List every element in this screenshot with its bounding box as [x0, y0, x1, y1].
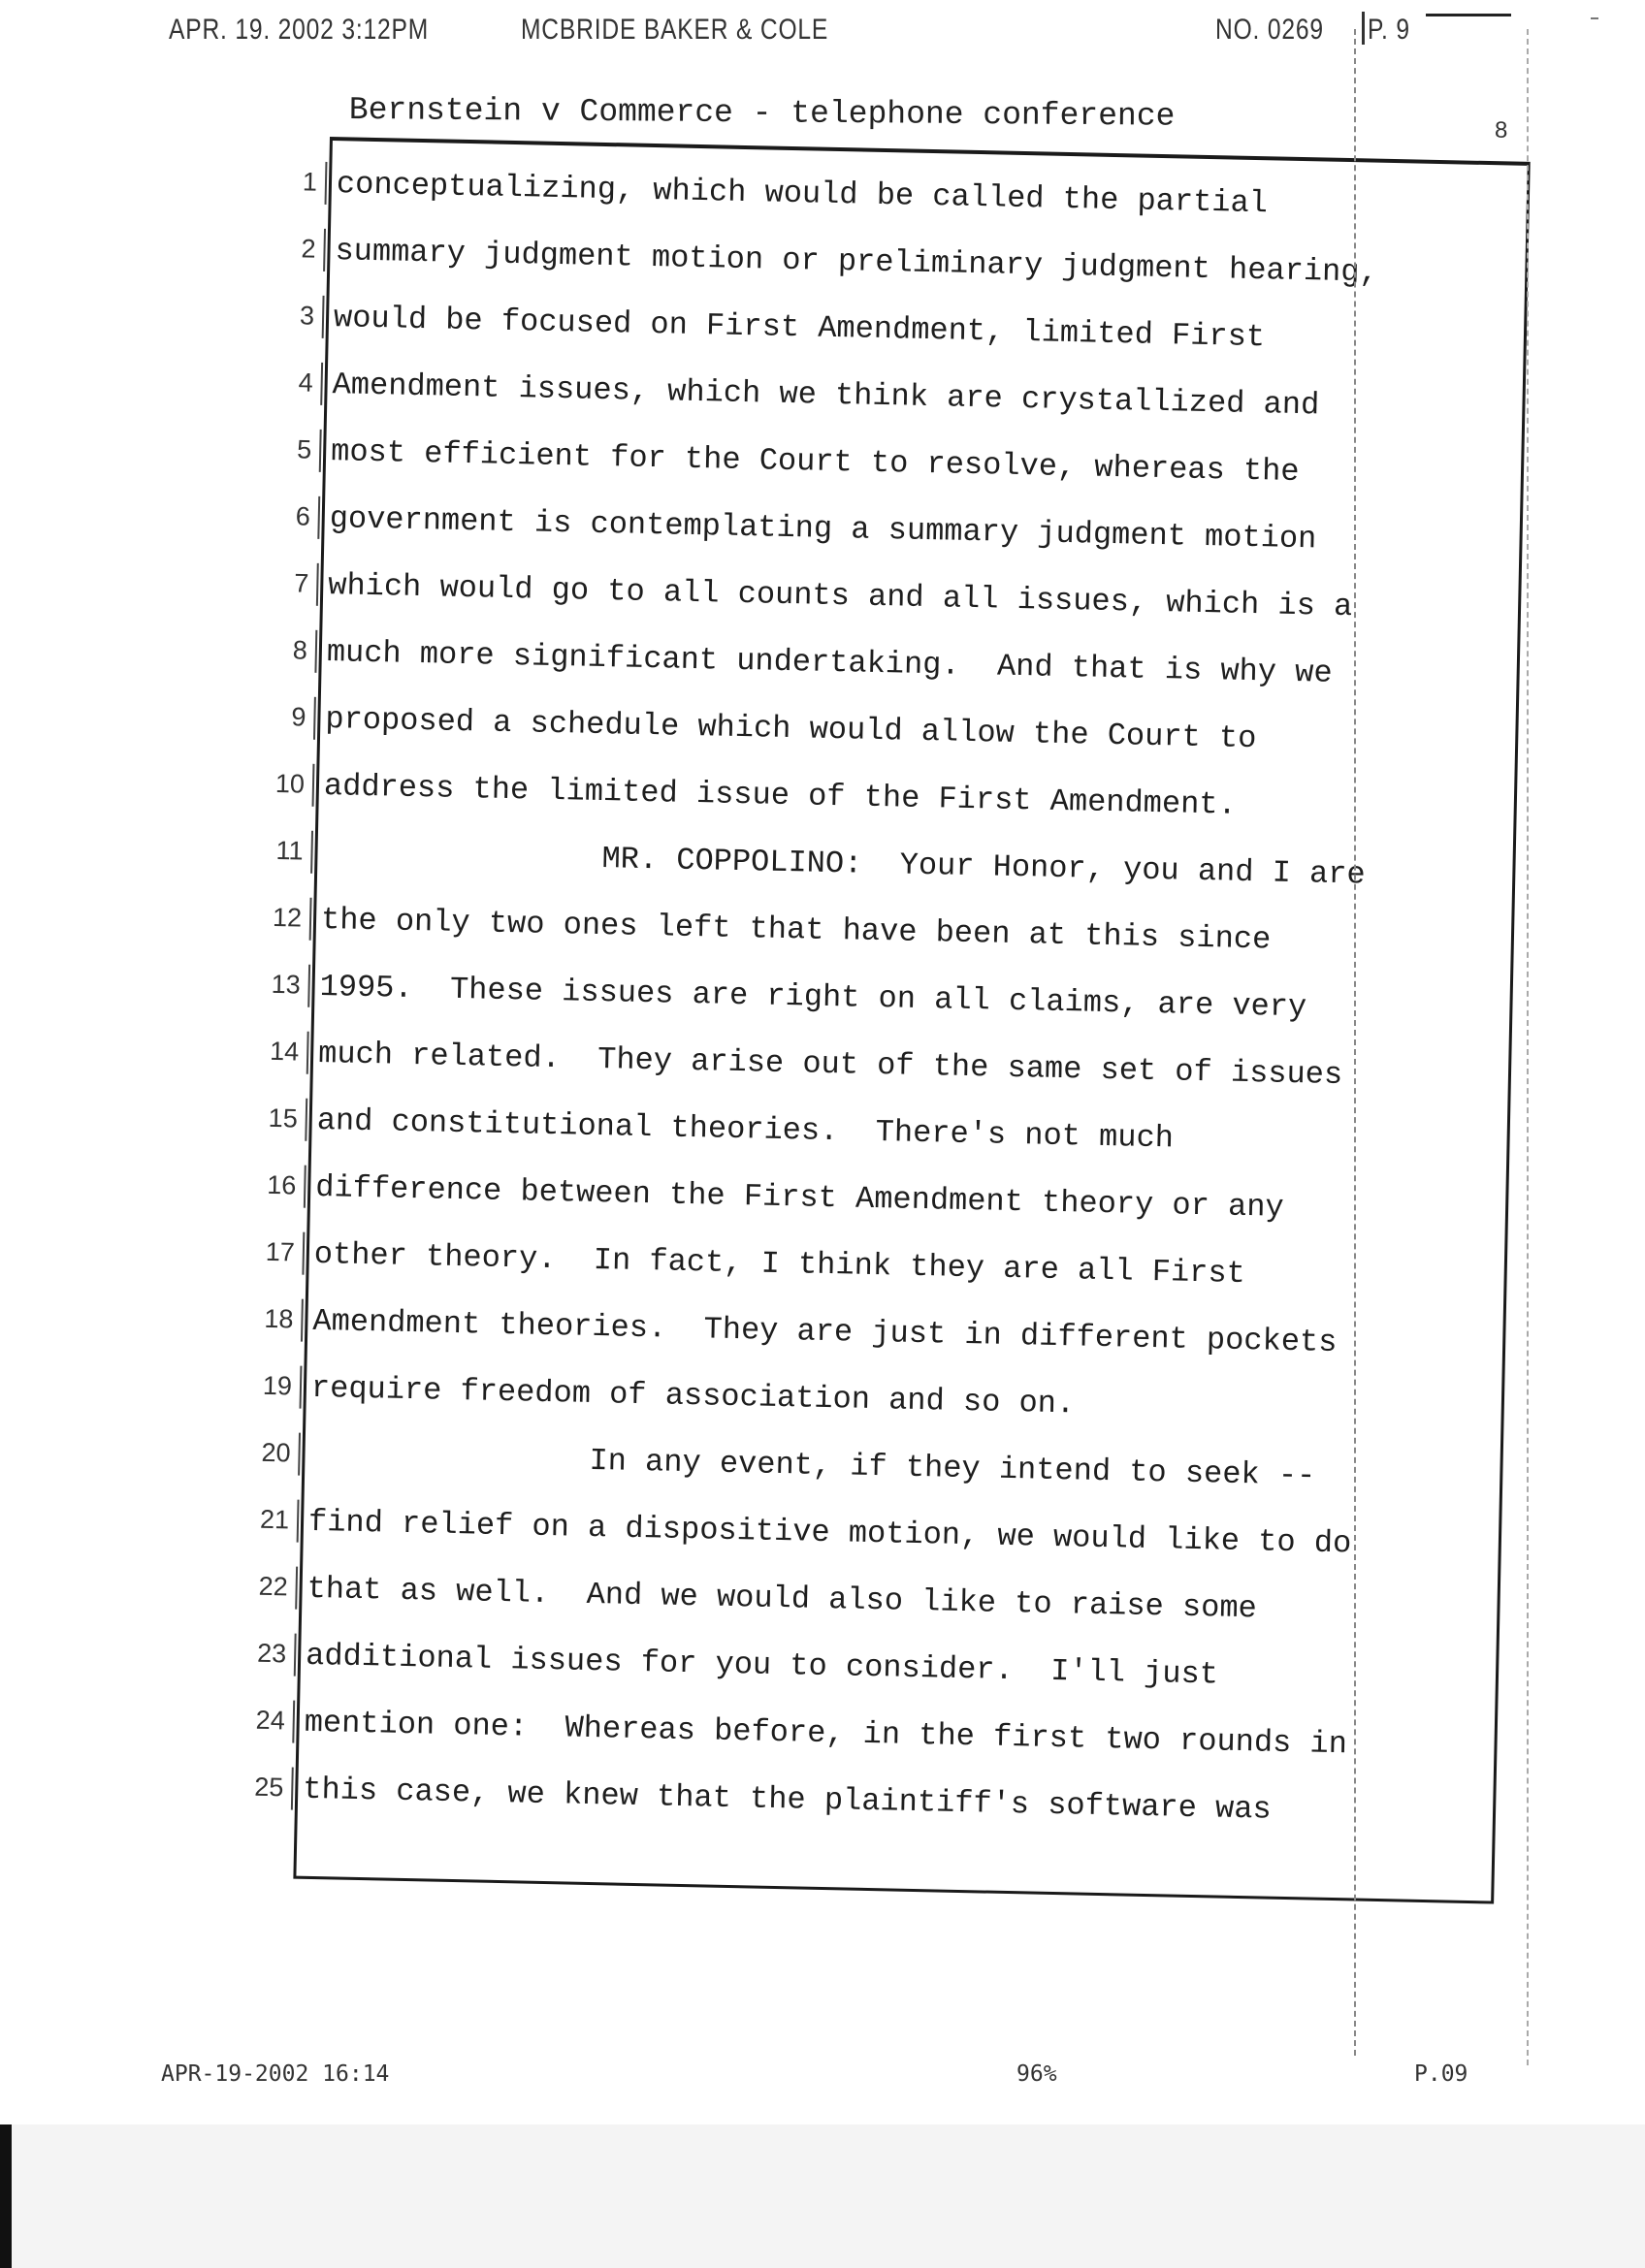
scan-artifact-line: [1354, 29, 1356, 2056]
line-number-rule: [313, 697, 316, 740]
line-number: 13: [271, 969, 301, 1000]
line-number-rule: [305, 1099, 307, 1141]
line-number-rule: [301, 1299, 304, 1342]
line-number-rule: [309, 898, 312, 941]
line-number: 14: [269, 1036, 300, 1067]
line-number-rule: [295, 1567, 298, 1610]
line-number: 9: [291, 702, 306, 732]
line-number: 20: [261, 1437, 291, 1468]
line-number-rule: [298, 1433, 301, 1476]
line-number: 7: [294, 568, 309, 598]
transcript-line: require freedom of association and so on.: [310, 1369, 1076, 1422]
transcript-line: the only two ones left that have been at this since: [320, 901, 1272, 958]
line-number-rule: [291, 1768, 294, 1810]
line-number: 3: [299, 301, 315, 331]
line-number: 11: [275, 836, 304, 866]
transcript-line: much more significant undertaking. And that is why we: [326, 634, 1333, 691]
line-number-rule: [300, 1366, 303, 1409]
line-number-rule: [314, 630, 317, 673]
line-number: 15: [268, 1102, 299, 1134]
line-number: 6: [295, 501, 311, 531]
document-title: Bernstein v Commerce - telephone conference: [348, 92, 1176, 135]
scanner-bottom-edge: [0, 2124, 1645, 2268]
transcript-line: other theory. In fact, I think they are all First: [313, 1235, 1246, 1293]
line-number-rule: [297, 1500, 300, 1543]
transcript-line: Amendment issues, which we think are crystallized and: [332, 367, 1320, 424]
header-rule-vertical: [1362, 12, 1365, 45]
line-number: 4: [298, 367, 313, 398]
fax-footer-page: P.09: [1414, 2061, 1468, 2087]
line-number-rule: [302, 1232, 305, 1275]
line-number-rule: [323, 229, 326, 272]
line-number: 19: [262, 1370, 293, 1401]
line-number: 17: [265, 1236, 296, 1267]
line-number: 5: [296, 434, 312, 464]
scanner-edge-strip: [0, 2124, 12, 2268]
line-number: 23: [256, 1638, 287, 1669]
line-number-rule: [325, 162, 328, 205]
transcript-line: conceptualizing, which would be called the partial: [336, 166, 1269, 222]
scan-speck: [1591, 17, 1598, 19]
transcript-line: difference between the First Amendment theory or any: [314, 1168, 1285, 1226]
transcript-line: Amendment theories. They are just in different pockets: [312, 1302, 1338, 1361]
fax-header-number: NO. 0269: [1215, 14, 1324, 46]
fax-footer-quality: 96%: [1016, 2061, 1057, 2087]
line-number-rule: [294, 1634, 297, 1677]
transcript-line: In any event, if they intend to seek --: [309, 1436, 1316, 1494]
line-number: 25: [253, 1772, 284, 1803]
line-number-rule: [312, 764, 315, 807]
transcript-line: proposed a schedule which would allow the Court to: [325, 701, 1257, 757]
transcript-line: most efficient for the Court to resolve, whereas the: [330, 433, 1300, 491]
header-rule-horizontal: [1426, 14, 1511, 16]
transcript-line: additional issues for you to consider. I'll just: [305, 1637, 1219, 1693]
line-number: 21: [259, 1504, 290, 1535]
line-number-rule: [307, 965, 310, 1007]
transcript-line: MR. COPPOLINO: Your Honor, you and I are: [322, 835, 1367, 893]
transcript-line: mention one: Whereas before, in the first two rounds in: [304, 1704, 1348, 1763]
transcript-line: find relief on a dispositive motion, we would like to do: [307, 1503, 1352, 1562]
line-number-rule: [292, 1701, 295, 1743]
scan-artifact-line: [1527, 29, 1529, 2065]
transcript-line: government is contemplating a summary judgment motion: [329, 500, 1317, 558]
line-number: 12: [272, 902, 303, 933]
transcript-body: [253, 137, 1525, 1897]
line-number-rule: [310, 831, 313, 874]
transcript-line: address the limited issue of the First Amendment.: [323, 768, 1238, 823]
line-number: 8: [292, 635, 308, 665]
transcript-line: which would go to all counts and all issues, which is a: [327, 567, 1353, 625]
line-number-rule: [319, 430, 322, 472]
fax-header-page: P. 9: [1368, 14, 1410, 46]
line-number: 18: [264, 1303, 294, 1334]
transcript-page-number: 8: [1495, 117, 1508, 144]
line-number-rule: [306, 1032, 309, 1074]
transcript-line: summary judgment motion or preliminary judgment hearing,: [335, 233, 1379, 291]
line-number-rule: [304, 1166, 306, 1208]
transcript-line: that as well. And we would also like to raise some: [306, 1570, 1258, 1627]
line-number: 24: [255, 1705, 286, 1736]
line-number: 16: [266, 1169, 297, 1200]
transcript-line: and constitutional theories. There's not much: [316, 1102, 1175, 1157]
transcript-line: this case, we knew that the plaintiff's software was: [302, 1771, 1273, 1828]
line-number: 1: [302, 167, 318, 197]
line-number-rule: [317, 496, 320, 539]
fax-footer-datetime: APR-19-2002 16:14: [161, 2061, 390, 2087]
fax-header-datetime: APR. 19. 2002 3:12PM: [169, 14, 430, 46]
fax-header-sender: MCBRIDE BAKER & COLE: [521, 14, 829, 46]
line-number: 2: [301, 234, 316, 264]
line-number-rule: [322, 296, 325, 338]
line-number-rule: [316, 563, 319, 606]
line-number-rule: [320, 363, 323, 405]
line-number: 22: [258, 1571, 288, 1602]
transcript-line: would be focused on First Amendment, limited First: [333, 300, 1266, 356]
transcript-line: 1995. These issues are right on all claims, are very: [319, 968, 1307, 1026]
line-number: 10: [274, 768, 306, 799]
transcript-line: much related. They arise out of the same set of issues: [317, 1035, 1343, 1094]
